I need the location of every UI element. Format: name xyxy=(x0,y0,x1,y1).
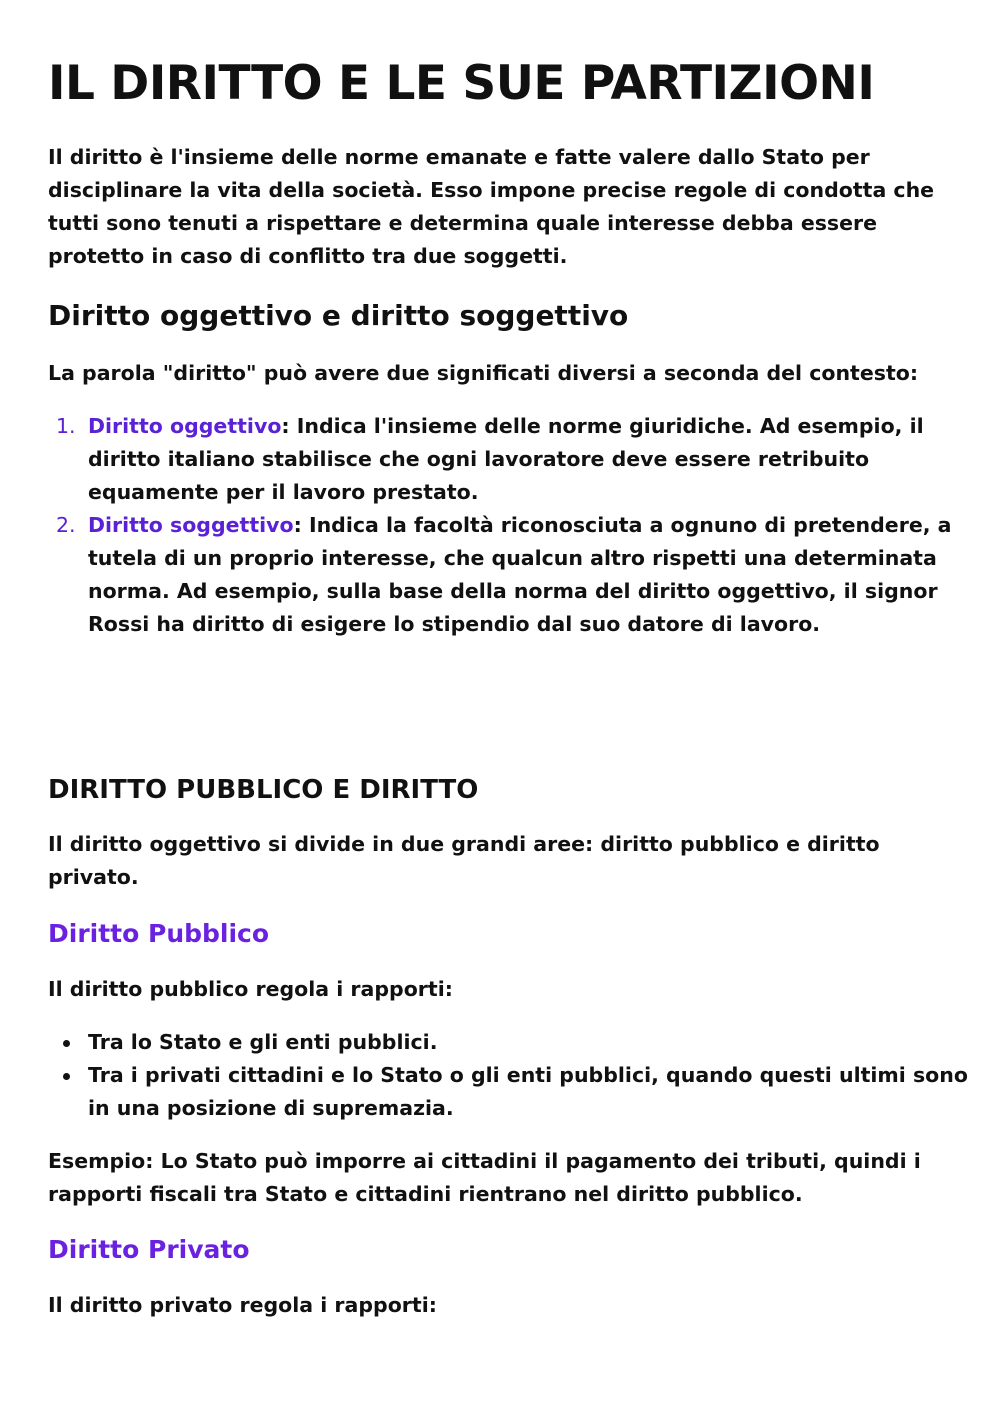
term-diritto-soggettivo: Diritto soggettivo xyxy=(88,513,294,537)
public-lead: Il diritto pubblico regola i rapporti: xyxy=(48,977,453,1001)
intro-paragraph: Il diritto è l'insieme delle norme emanate e fatte valere dallo Stato per disciplinare la vita della società. Esso impone precise regole di condotta che tutti sono tenuti a rispettare e determina quale interesse debba essere protetto in caso di conflitto tra due soggetti. xyxy=(48,145,935,268)
section-lead: La parola "diritto" può avere due significati diversi a seconda del contesto: xyxy=(48,361,919,385)
private-lead: Il diritto privato regola i rapporti: xyxy=(48,1293,437,1317)
example-paragraph: Esempio: Lo Stato può imporre ai cittadini il pagamento dei tributi, quindi i rapporti fiscali tra Stato e cittadini rientrano nel diritto pubblico. xyxy=(48,1149,921,1206)
definition-text: : Indica l'insieme delle norme giuridiche. Ad esempio, il diritto italiano stabilisce che ogni lavoratore deve essere retribuito equamente per il lavoro prestato. xyxy=(88,414,924,504)
subheading-diritto-privato: Diritto Privato xyxy=(48,1235,250,1264)
division-paragraph: Il diritto oggettivo si divide in due grandi aree: diritto pubblico e diritto privato. xyxy=(48,832,880,889)
bullet-icon xyxy=(63,1040,70,1047)
list-item xyxy=(88,1059,993,1125)
list-item xyxy=(56,509,993,641)
list-item-text: Tra lo Stato e gli enti pubblici. xyxy=(88,1030,438,1054)
list-number: 2. xyxy=(56,513,76,537)
section-heading-pubblico: DIRITTO PUBBLICO E DIRITTO xyxy=(48,775,479,805)
subheading-diritto-pubblico: Diritto Pubblico xyxy=(48,919,270,948)
list-item xyxy=(88,1026,993,1059)
term-diritto-oggettivo: Diritto oggettivo xyxy=(88,414,282,438)
definition-text: : Indica la facoltà riconosciuta a ognuno di pretendere, a tutela di un proprio interesse, che qualcun altro rispetti una determinata norma. Ad esempio, sulla base della norma del diritto oggettivo, il signor Rossi ha diritto di esigere lo stipendio dal suo datore di lavoro. xyxy=(88,513,952,636)
page-title: IL DIRITTO E LE SUE PARTIZIONI xyxy=(48,56,875,111)
list-number: 1. xyxy=(56,414,76,438)
bullet-icon xyxy=(63,1073,70,1080)
definitions-list xyxy=(48,410,993,641)
section-heading-oggettivo-soggettivo: Diritto oggettivo e diritto soggettivo xyxy=(48,299,629,332)
public-relations-list xyxy=(48,1026,993,1125)
list-item xyxy=(56,410,993,509)
list-item-text: Tra i privati cittadini e lo Stato o gli enti pubblici, quando questi ultimi sono in una posizione di supremazia. xyxy=(88,1063,968,1120)
